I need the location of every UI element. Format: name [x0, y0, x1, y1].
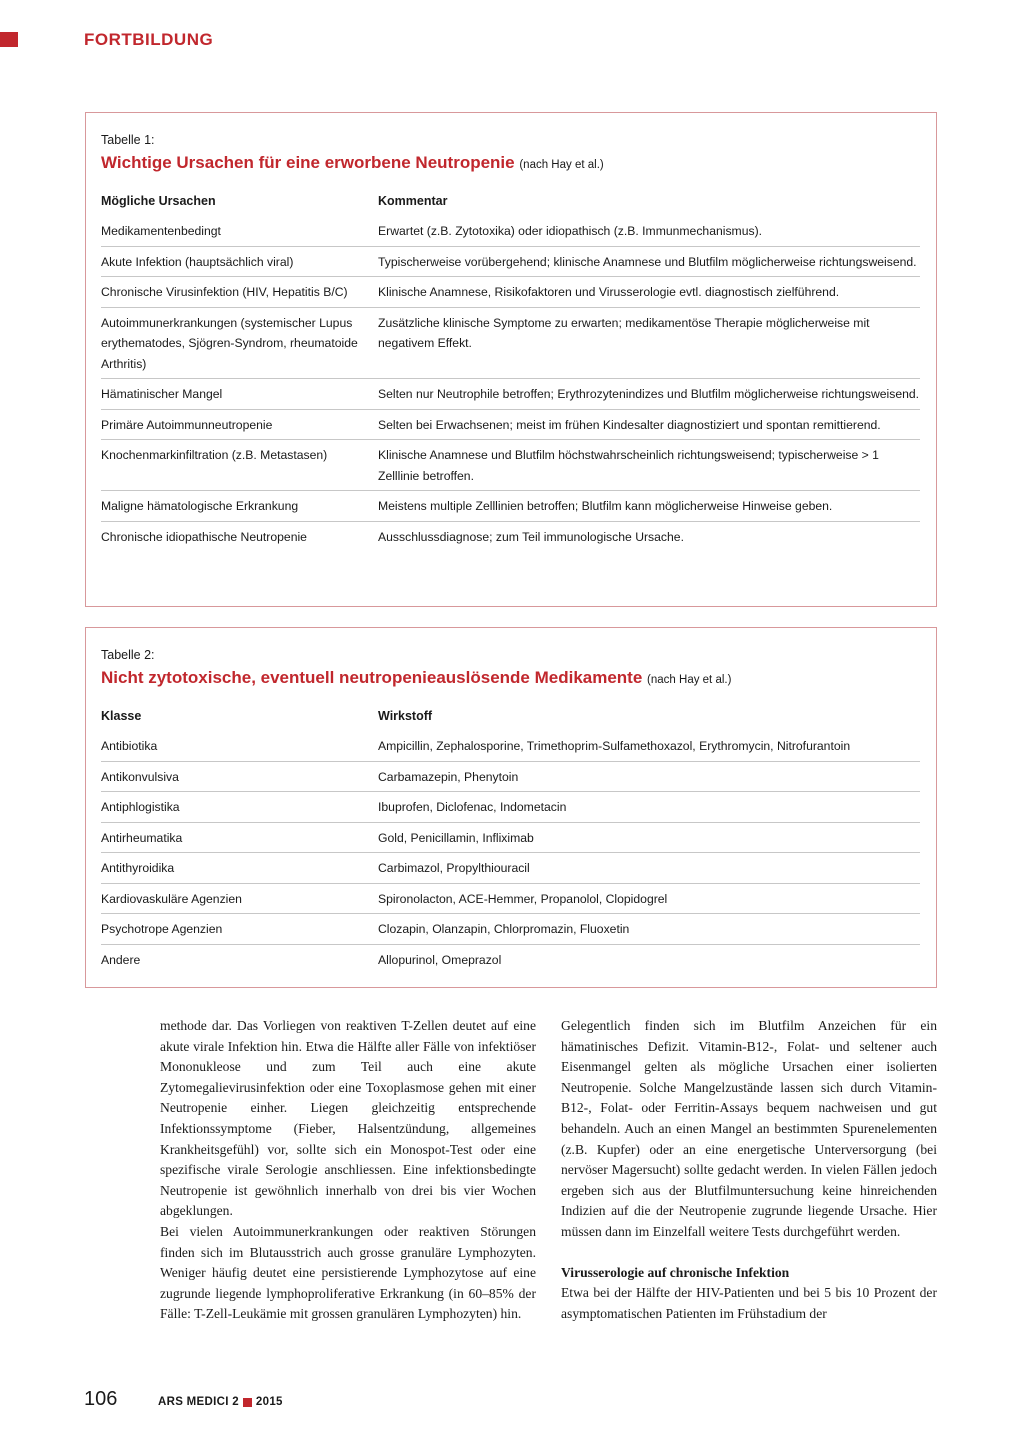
table-cell-value: Zusätzliche klinische Symptome zu erwarten; medikamentöse Therapie möglicherweise mit negativem Effekt. [378, 315, 870, 350]
table-cell-label: Chronische idiopathische Neutropenie [101, 529, 307, 544]
table-cell-label: Knochenmarkinfiltration (z.B. Metastasen) [101, 448, 328, 462]
table-2 [85, 627, 937, 988]
page-number: 106 [84, 1388, 118, 1410]
body-paragraph: methode dar. Das Vorliegen von reaktiven T-Zellen deutet auf eine akute virale Infektion hin. Etwa die Hälfte aller Fälle von infektiöser Mononukleose und zum Teil auch eine akute Zytomegalievirusinfektion oder eine Toxoplasmose gehen mit einer Neutropenie einher. Liegen gleichzeitig entsprechende Infektionssymptome (Fieber, Halsentzündung, allgemeines Krankheitsgefühl) vor, sollte sich ein Monospot-Test oder eine spezifische virale Serologie anschliessen. Eine infektionsbedingte Neutropenie ist gewöhnlich innerhalb von drei bis vier Wochen abgeklungen. [160, 1018, 536, 1219]
table-cell-value: Allopurinol, Omeprazol [378, 952, 502, 967]
table-1-title [101, 152, 920, 176]
table-cell-label: Antibiotika [101, 739, 158, 753]
table-cell-label: Kardiovaskuläre Agenzien [101, 891, 242, 906]
table-cell-value: Klinische Anamnese und Blutfilm höchstwahrscheinlich richtungsweisend; typischerweise > 1 Zelllinie betroffen. [378, 448, 879, 483]
table-row [101, 247, 920, 278]
table-row [101, 823, 920, 854]
table-1-header-cause: Mögliche Ursachen [101, 194, 216, 208]
table-row [101, 945, 920, 975]
table-1-source: (nach Hay et al.) [519, 159, 604, 171]
table-1-header [101, 186, 920, 216]
table-cell-label: Hämatinischer Mangel [101, 387, 223, 401]
table-cell-value: Meistens multiple Zelllinien betroffen; Blutfilm kann möglicherweise Hinweise geben. [378, 499, 833, 513]
table-cell-label: Antikonvulsiva [101, 769, 179, 784]
table-cell-value: Klinische Anamnese, Risikofaktoren und Virusserologie evtl. diagnostisch zielführend. [378, 285, 840, 299]
body-paragraph: Etwa bei der Hälfte der HIV-Patienten und bei 5 bis 10 Prozent der asymptomatischen Patienten im Frühstadium der [561, 1285, 937, 1321]
table-2-title [101, 667, 920, 691]
table-2-title-text: Nicht zytotoxische, eventuell neutropenieauslösende Medikamente [101, 668, 643, 687]
table-cell-label: Akute Infektion (hauptsächlich viral) [101, 254, 294, 269]
table-row [101, 522, 920, 552]
table-cell-label: Antiphlogistika [101, 800, 180, 814]
body-subheading: Virusserologie auf chronische Infektion [561, 1264, 790, 1280]
table-cell-value: Spironolacton, ACE-Hemmer, Propanolol, Clopidogrel [378, 891, 668, 906]
table-cell-value: Gold, Penicillamin, Infliximab [378, 830, 534, 845]
table-cell-value: Clozapin, Olanzapin, Chlorpromazin, Fluoxetin [378, 922, 630, 936]
table-row [101, 308, 920, 380]
table-row [101, 762, 920, 793]
table-row [101, 216, 920, 247]
table-cell-label: Primäre Autoimmunneutropenie [101, 417, 273, 432]
table-cell-value: Selten nur Neutrophile betroffen; Erythrozytenindizes und Blutfilm möglicherweise richtungsweisend. [378, 387, 920, 401]
table-2-header-class: Klasse [101, 709, 142, 723]
body-paragraph: Gelegentlich finden sich im Blutfilm Anzeichen für ein hämatinisches Defizit. Vitamin-B12-, Folat- und seltener auch Eisenmangel gelten als mögliche Ursachen einer isolierten Neutropenie. Solche Mangelzustände lassen sich durch Vitamin-B12-, Folat- oder Ferritin-Assays bequem nachweisen und gut behandeln. Auch an einen Mangel an bestimmten Spurenelementen (z.B. Kupfer) oder an eine energetische Unterversorgung (bei nervöser Magersucht) sollte gedacht werden. In vielen Fällen jedoch ergeben sich aus der Blutfilmuntersuchung keine hinreichenden Indizien auf die der Neutropenie zugrunde liegende Ursache. Hier müssen dann im Einzelfall weitere Tests durchgeführt werden. [561, 1018, 937, 1239]
table-cell-label: Autoimmunerkrankungen (systemischer Lupus erythematodes, Sjögren-Syndrom, rheumatoide Arthritis) [101, 315, 358, 371]
table-cell-label: Andere [101, 952, 141, 967]
section-accent-square [0, 32, 18, 47]
table-cell-label: Psychotrope Agenzien [101, 922, 223, 936]
table-2-header [101, 701, 920, 731]
table-1-body [101, 216, 920, 551]
table-cell-value: Ampicillin, Zephalosporine, Trimethoprim-Sulfamethoxazol, Erythromycin, Nitrofurantoin [378, 739, 851, 753]
table-1-title-text: Wichtige Ursachen für eine erworbene Neutropenie [101, 153, 515, 172]
table-row [101, 277, 920, 308]
table-2-header-substance: Wirkstoff [378, 709, 433, 723]
table-cell-value: Carbimazol, Propylthiouracil [378, 861, 530, 875]
table-2-source: (nach Hay et al.) [647, 674, 732, 686]
table-row [101, 440, 920, 491]
table-row [101, 914, 920, 945]
table-row [101, 792, 920, 823]
table-cell-label: Chronische Virusinfektion (HIV, Hepatitis B/C) [101, 285, 348, 299]
table-row [101, 731, 920, 762]
table-1-label: Tabelle 1: [101, 133, 155, 147]
table-cell-label: Maligne hämatologische Erkrankung [101, 499, 299, 513]
footer-year: 2015 [255, 1396, 283, 1408]
table-2-body [101, 731, 920, 974]
table-2-label: Tabelle 2: [101, 648, 155, 662]
table-row [101, 491, 920, 522]
body-column-right [561, 1016, 937, 1324]
table-cell-value: Selten bei Erwachsenen; meist im frühen Kindesalter diagnostiziert und spontan remittierend. [378, 417, 881, 432]
table-row [101, 410, 920, 441]
table-cell-label: Antithyroidika [101, 861, 175, 875]
table-cell-value: Ibuprofen, Diclofenac, Indometacin [378, 800, 567, 814]
table-cell-value: Carbamazepin, Phenytoin [378, 769, 519, 784]
table-row [101, 379, 920, 410]
table-1 [85, 112, 937, 607]
table-cell-value: Ausschlussdiagnose; zum Teil immunologische Ursache. [378, 529, 684, 544]
table-1-header-comment: Kommentar [378, 194, 448, 208]
footer-square-icon [243, 1398, 252, 1407]
table-cell-value: Erwartet (z.B. Zytotoxika) oder idiopathisch (z.B. Immunmechanismus). [378, 224, 763, 238]
footer-magazine: ARS MEDICI 2 [158, 1396, 239, 1408]
body-column-left [160, 1016, 536, 1325]
footer-issue [158, 1396, 283, 1408]
table-row [101, 884, 920, 915]
table-cell-value: Typischerweise vorübergehend; klinische Anamnese und Blutfilm möglicherweise richtungsweisend. [378, 254, 917, 269]
body-paragraph: Bei vielen Autoimmunerkrankungen oder reaktiven Störungen finden sich im Blutausstrich auch grosse granuläre Lymphozyten. Weniger häufig deutet eine persistierende Lymphozytose auf eine zugrunde liegende lymphoproliferative Erkrankung (in 60–85% der Fälle: T-Zell-Leukämie mit grossen granulären Lymphozyten) hin. [160, 1223, 536, 1322]
section-label: FORTBILDUNG [84, 30, 214, 49]
table-cell-label: Medikamentenbedingt [101, 224, 221, 238]
table-cell-label: Antirheumatika [101, 830, 183, 845]
table-row [101, 853, 920, 884]
